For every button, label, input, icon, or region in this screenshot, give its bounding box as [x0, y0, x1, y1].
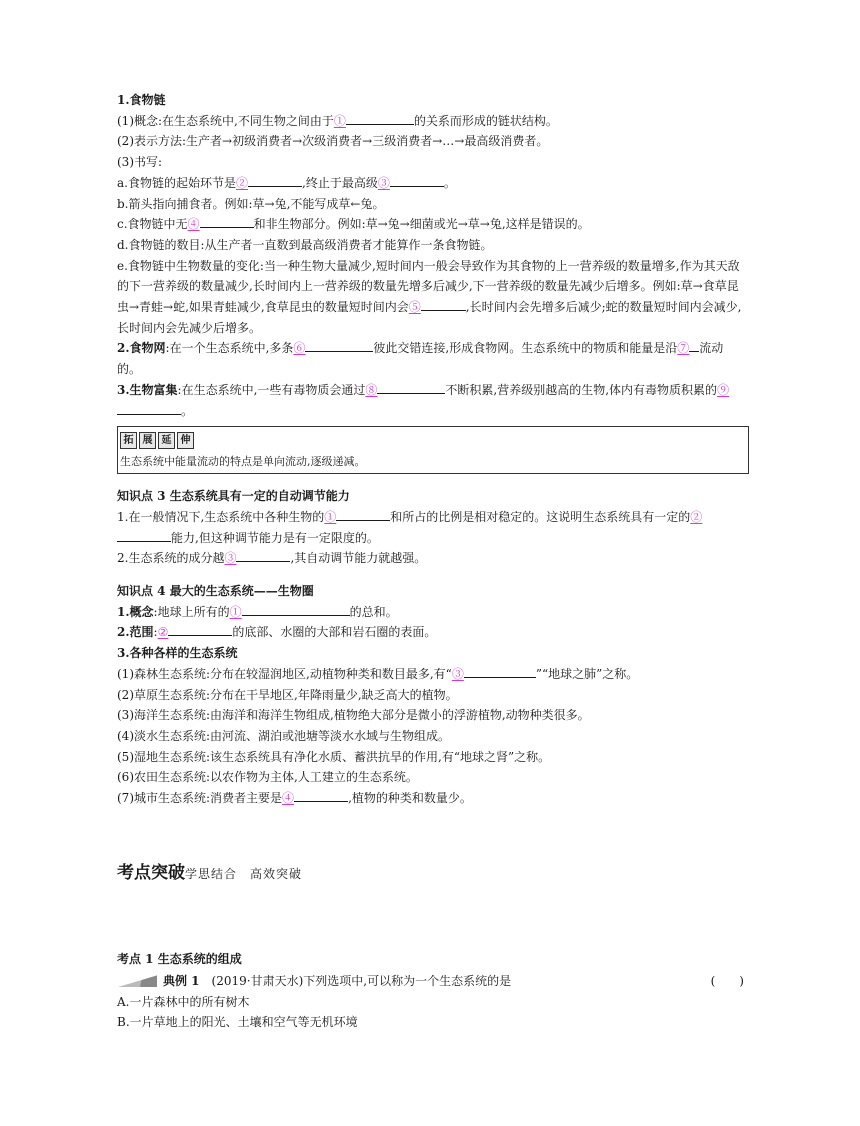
blank-marker: ⑧	[365, 382, 378, 397]
answer-blank[interactable]	[248, 174, 302, 187]
section-title: 考点突破学思结合 高效突破	[117, 863, 303, 883]
food-chain-writing: (3)书写:	[117, 155, 163, 170]
answer-blank[interactable]	[200, 215, 254, 228]
extension-badges	[120, 432, 742, 449]
section-subtitle: 学思结合 高效突破	[185, 867, 303, 881]
example-source: (2019·甘肃天水)	[211, 974, 304, 988]
blank-marker: ⑤	[408, 300, 421, 315]
food-chain-rule-c: c.食物链中无④ 和非生物部分。例如:草→兔→细菌或光→草→兔,这样是错误的。	[117, 217, 590, 232]
answer-blank[interactable]	[168, 623, 232, 636]
food-chain-rule-b: b.箭头指向捕食者。例如:草→兔,不能写成草←兔。	[117, 196, 385, 211]
blank-marker: ⑨	[717, 382, 730, 397]
answer-blank[interactable]	[390, 174, 444, 187]
blank-marker: ①	[324, 509, 337, 524]
kp3-item-2: 2.生态系统的成分越③ ,其自动调节能力就越强。	[117, 551, 427, 566]
food-chain-rule-d: d.食物链的数目:从生产者一直数到最高级消费者才能算作一条食物链。	[117, 237, 493, 252]
blank-marker: ③	[224, 551, 237, 566]
food-chain-concept: (1)概念:在生态系统中,不同生物之间由于① 的关系而形成的链状结构。	[117, 113, 558, 128]
badge-char: 延	[158, 432, 175, 449]
example-label: 典例 1	[163, 974, 200, 988]
wetland-ecosystem: (5)湿地生态系统:该生态系统具有净化水质、蓄洪抗旱的作用,有“地球之肾”之称。	[117, 749, 551, 764]
kp4-concept: 1.概念:地球上所有的① 的总和。	[117, 604, 398, 619]
example-1	[117, 971, 747, 1033]
answer-blank[interactable]	[421, 298, 466, 311]
kp4-varieties-title: 3.各种各样的生态系统	[117, 646, 238, 661]
blank-marker: ①	[229, 604, 242, 619]
answer-blank[interactable]	[242, 603, 350, 616]
answer-blank[interactable]	[346, 112, 414, 125]
answer-blank[interactable]	[336, 508, 390, 521]
marine-ecosystem: (3)海洋生态系统:由海洋和海洋生物组成,植物绝大部分是微小的浮游植物,动物种类很多。	[117, 708, 590, 723]
badge-char: 伸	[177, 432, 194, 449]
option-b[interactable]: B.一片草地上的阳光、土壤和空气等无机环境	[117, 1015, 358, 1030]
blank-marker: ④	[187, 217, 200, 232]
extension-text: 生态系统中能量流动的特点是单向流动,逐级递减。	[120, 455, 366, 469]
badge-char: 拓	[120, 432, 137, 449]
extension-box	[117, 426, 749, 474]
blank-marker: ④	[282, 791, 295, 806]
farmland-ecosystem: (6)农田生态系统:以农作物为主体,人工建立的生态系统。	[117, 770, 418, 785]
example-question: 下列选项中,可以称为一个生态系统的是	[303, 974, 512, 988]
answer-blank[interactable]	[117, 402, 181, 415]
answer-blank[interactable]	[117, 529, 171, 542]
blank-marker: ③	[377, 175, 390, 190]
grassland-ecosystem: (2)草原生态系统:分布在干旱地区,年降雨量少,缺乏高大的植物。	[117, 687, 458, 702]
answer-blank[interactable]	[294, 789, 348, 802]
blank-marker: ②	[235, 175, 248, 190]
blank-marker: ②	[157, 625, 169, 640]
blank-marker: ②	[690, 509, 703, 524]
freshwater-ecosystem: (4)淡水生态系统:由河流、湖泊或池塘等淡水水域与生物组成。	[117, 728, 451, 743]
option-a[interactable]: A.一片森林中的所有树木	[117, 994, 250, 1009]
food-chain-rule-a: a.食物链的起始环节是② ,终止于最高级③ 。	[117, 175, 456, 190]
food-chain-notation: (2)表示方法:生产者→初级消费者→次级消费者→三级消费者→…→最高级消费者。	[117, 134, 549, 149]
kp4-range: 2.范围:② 的底部、水圈的大部和岩石圈的表面。	[117, 625, 437, 640]
answer-blank[interactable]	[305, 339, 373, 352]
example-flag-icon	[117, 975, 157, 987]
answer-paren[interactable]: ( )	[710, 974, 744, 988]
kaodian-1-title: 考点 1 生态系统的组成	[117, 952, 242, 966]
example-header	[117, 971, 747, 992]
badge-char: 展	[139, 432, 156, 449]
knowledge-content	[117, 90, 747, 809]
answer-blank[interactable]	[689, 339, 699, 352]
food-chain-heading: 1.食物链	[117, 93, 166, 107]
answer-blank[interactable]	[377, 381, 445, 394]
blank-marker: ③	[451, 666, 464, 681]
bioaccumulation: 3.生物富集:在生态系统中,一些有毒物质会通过⑧ 不断积累,营养级别越高的生物,体内有毒物质积累的⑨。	[117, 382, 730, 418]
answer-blank[interactable]	[464, 665, 536, 678]
kp4-title: 知识点 4 最大的生态系统——生物圈	[117, 584, 314, 599]
kp3-title: 知识点 3 生态系统具有一定的自动调节能力	[117, 489, 350, 504]
forest-ecosystem: (1)森林生态系统:分布在较湿润地区,动植物种类和数目最多,有“③ ”“地球之肺”之称。	[117, 666, 639, 681]
blank-marker: ①	[333, 113, 346, 128]
blank-marker: ⑥	[293, 341, 306, 356]
kp3-item-1: 1.在一般情况下,生态系统中各种生物的① 和所占的比例是相对稳定的。这说明生态系统具有一定的②能力,但这种调节能力是有一定限度的。	[117, 509, 703, 545]
food-web: 2.食物网:在一个生态系统中,多条⑥ 彼此交错连接,形成食物网。生态系统中的物质和能量是沿⑦ 流动的。	[117, 341, 724, 377]
answer-blank[interactable]	[236, 549, 290, 562]
urban-ecosystem: (7)城市生态系统:消费者主要是④ ,植物的种类和数量少。	[117, 791, 472, 806]
blank-marker: ⑦	[677, 341, 690, 356]
food-chain-rule-e: e.食物链中生物数量的变化:当一种生物大量减少,短时间内一般会导致作为其食物的上一营养级的数量增多,作为其天敌的下一营养级的数量减少,长时间内上一营养级的数量先增多后减少,下一营养级的数量先减少后增多。例如:草→食草昆虫→青蛙→蛇,如果青蛙减少,食草昆虫的数量短时间内会⑤ ,长时间内会先增多后减少;蛇的数量短时间内会减少,长时间内会先减少后增多。	[117, 258, 742, 335]
